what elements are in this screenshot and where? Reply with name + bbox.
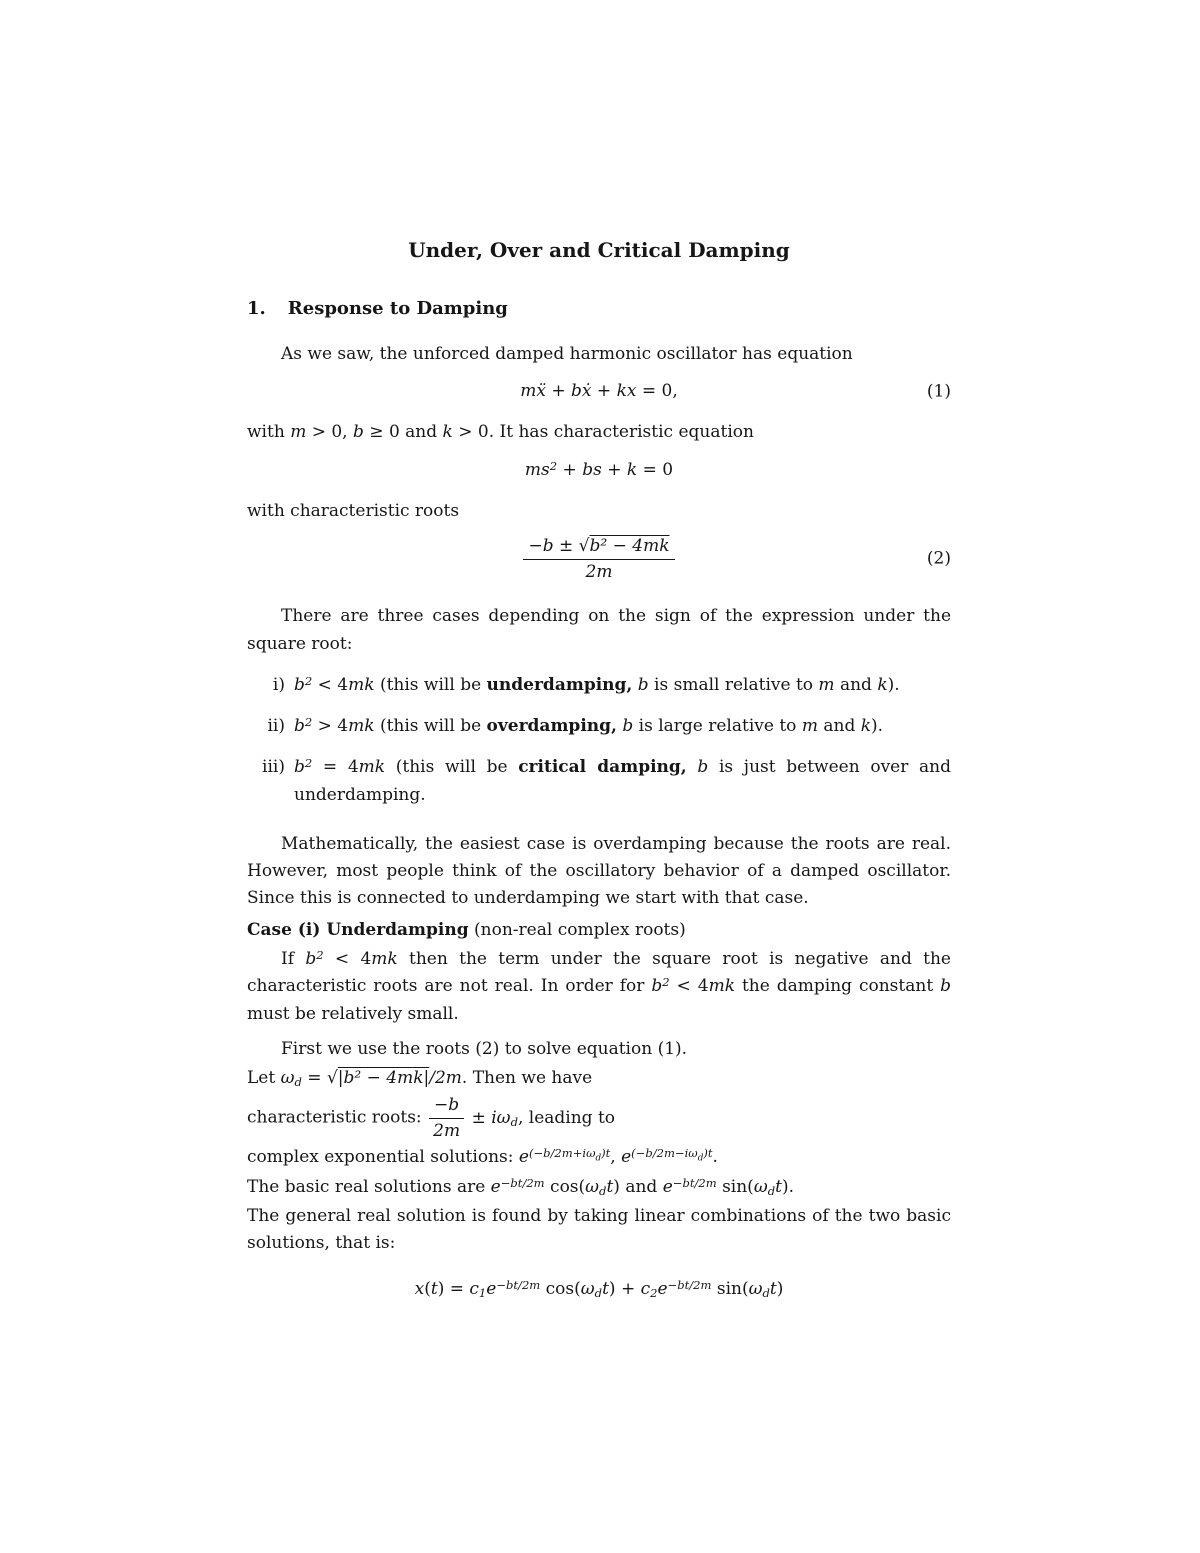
- math-token: x: [414, 1278, 425, 1299]
- math-token: b: [697, 757, 709, 778]
- math-token: d: [599, 1183, 607, 1198]
- math-token: < 4: [312, 674, 349, 695]
- math-token: > 0. It has characteristic equation: [452, 422, 754, 443]
- math-token: )t: [703, 1146, 713, 1161]
- math-token: = 0,: [636, 381, 678, 402]
- math-token: e: [518, 1147, 529, 1168]
- math-token: +: [545, 381, 572, 402]
- math-token: d: [510, 1114, 518, 1129]
- char-roots-prefix: characteristic roots:: [247, 1107, 428, 1128]
- math-token: ms: [524, 459, 550, 480]
- math-token: t: [602, 1278, 609, 1299]
- paragraph-three-cases: There are three cases depending on the sign of the expression under the square root:: [247, 606, 951, 654]
- math-token: b: [637, 674, 649, 695]
- math-token: > 4: [312, 716, 349, 737]
- math-token: t: [775, 1176, 782, 1197]
- fraction-roots: [521, 535, 676, 583]
- math-token: .: [712, 1147, 718, 1168]
- math-token: 2: [662, 975, 670, 990]
- math-token: ).: [871, 716, 884, 737]
- math-token: b: [651, 976, 663, 997]
- math-token: (−b/2m+iω: [528, 1146, 596, 1161]
- equation-general-solution-body: [415, 1279, 784, 1299]
- math-token: b: [305, 948, 317, 969]
- equation-1: [247, 378, 951, 405]
- math-token: d: [294, 1074, 302, 1089]
- math-token: =: [301, 1067, 327, 1088]
- list-item-label: i): [272, 674, 285, 695]
- math-token: ) =: [437, 1278, 470, 1299]
- paragraph-characteristic-roots-frac: [247, 1094, 951, 1142]
- math-token: mẍ: [520, 381, 546, 402]
- math-token: ): [776, 1278, 784, 1299]
- list-item-label: ii): [267, 716, 285, 737]
- fraction-denominator: 2m: [585, 562, 613, 583]
- math-token: cos(: [540, 1278, 581, 1299]
- math-token: overdamping,: [486, 716, 617, 737]
- section-title: Response to Damping: [287, 298, 508, 319]
- math-token: −bt/2m: [496, 1277, 541, 1292]
- list-item-iii: [247, 754, 951, 809]
- math-token: b² − 4mk: [589, 536, 670, 557]
- char-roots-suffix: [466, 1108, 615, 1128]
- math-token: −b: [528, 536, 554, 557]
- math-token: ω: [280, 1067, 295, 1088]
- equation-general-solution: [247, 1275, 951, 1302]
- math-token: < 4: [669, 976, 709, 997]
- math-token: iω: [491, 1107, 511, 1128]
- math-token: underdamping,: [486, 674, 633, 695]
- math-token: m: [801, 716, 818, 737]
- list-item-body: [294, 713, 951, 740]
- math-token: mk: [348, 716, 375, 737]
- inline-fraction-numerator: −b: [429, 1094, 464, 1119]
- math-token: 2: [304, 715, 313, 730]
- math-token: ).: [887, 674, 900, 695]
- equation-2: [247, 535, 951, 583]
- list-item-label: iii): [262, 757, 285, 778]
- math-token: ω: [580, 1278, 595, 1299]
- math-token: ) and: [613, 1176, 663, 1197]
- math-token: √: [578, 536, 590, 557]
- math-token: 2: [304, 673, 313, 688]
- paragraph-first-roots: First we use the roots (2) to solve equation (1).: [281, 1038, 688, 1059]
- math-token: Case (i) Underdamping: [247, 919, 469, 940]
- paragraph-complex-solutions: [247, 1144, 951, 1171]
- paragraph-basic-solutions: [247, 1174, 951, 1201]
- math-token: +: [601, 459, 627, 480]
- math-token: Let: [247, 1067, 281, 1088]
- math-token: = 4: [312, 757, 359, 778]
- math-token: ±: [553, 536, 579, 557]
- math-token: e: [621, 1147, 632, 1168]
- equation-2-number: (2): [926, 548, 951, 569]
- math-token: < 4: [323, 948, 372, 969]
- math-token: −bt/2m: [672, 1175, 717, 1190]
- math-token: √: [326, 1067, 338, 1088]
- math-token: e: [662, 1176, 673, 1197]
- math-token: is just between over and underdamping.: [294, 757, 952, 805]
- fraction-numerator: [523, 535, 674, 560]
- math-token: [687, 758, 698, 778]
- math-token: (: [424, 1278, 431, 1299]
- list-item-body: [294, 672, 951, 699]
- math-token: )t: [601, 1146, 611, 1161]
- math-token: > 0,: [306, 422, 353, 443]
- math-token: critical damping,: [518, 757, 687, 778]
- list-item-i: [247, 672, 951, 699]
- math-token: t: [769, 1278, 777, 1299]
- math-token: 2: [304, 756, 313, 771]
- math-token: 1: [478, 1285, 487, 1300]
- doc-title: Under, Over and Critical Damping: [408, 238, 790, 262]
- math-token: complex exponential solutions:: [247, 1147, 519, 1168]
- math-token: t: [430, 1278, 438, 1299]
- math-token: e: [490, 1176, 501, 1197]
- math-token: (this will be: [374, 716, 487, 737]
- math-token: b: [622, 716, 634, 737]
- equation-1-body: [520, 381, 678, 401]
- list-item-body: [294, 754, 951, 809]
- math-token: d: [697, 1153, 704, 1164]
- math-token: /2m: [429, 1067, 462, 1088]
- math-token: e: [486, 1278, 497, 1299]
- math-token: 2: [549, 458, 558, 473]
- paragraph-characteristic-roots-intro: with characteristic roots: [247, 500, 460, 521]
- math-token: ≥ 0 and: [363, 422, 443, 443]
- math-token: (this will be: [374, 674, 487, 695]
- math-token: b: [353, 422, 364, 443]
- paragraph-general-solution: The general real solution is found by taking linear combinations of the two basic solutions, that is:: [247, 1206, 951, 1254]
- math-token: ω: [585, 1176, 600, 1197]
- math-token: t: [606, 1176, 614, 1197]
- paragraph-mathematically: Mathematically, the easiest case is overdamping because the roots are real. However, most people think of the oscillatory behavior of a damped oscillator. Since this is connected to underdamping we start with that case.: [247, 834, 951, 909]
- math-token: ,: [610, 1147, 622, 1168]
- cases-list: [247, 672, 951, 809]
- equation-1-number: (1): [926, 381, 951, 402]
- math-token: m: [818, 674, 835, 695]
- math-token: k: [442, 422, 453, 443]
- section-heading: [247, 298, 951, 319]
- math-token: d: [762, 1285, 770, 1300]
- math-token: +: [557, 459, 583, 480]
- math-token: ).: [781, 1176, 794, 1197]
- math-token: and: [817, 716, 861, 737]
- math-token: ±: [466, 1107, 492, 1128]
- math-token: mk: [348, 674, 375, 695]
- math-token: kx: [616, 381, 637, 402]
- math-token: (this will be: [385, 757, 519, 778]
- paragraph-let-omega: [247, 1065, 951, 1092]
- math-token: sin(: [716, 1176, 754, 1197]
- math-token: mk: [708, 976, 735, 997]
- math-token: ω: [748, 1278, 763, 1299]
- section-number: 1.: [247, 298, 266, 319]
- math-token: bẋ: [571, 381, 592, 402]
- math-token: +: [591, 381, 617, 402]
- document-content: [247, 238, 951, 1317]
- math-token: the damping constant: [735, 976, 941, 997]
- equation-characteristic-body: [525, 460, 673, 480]
- math-token: sin(: [711, 1278, 749, 1299]
- inline-fraction-denominator: 2m: [433, 1121, 461, 1142]
- math-token: (non-real complex roots): [468, 919, 686, 940]
- math-token: b: [294, 757, 305, 778]
- math-token: The basic real solutions are: [247, 1176, 491, 1197]
- math-token: b: [940, 976, 951, 997]
- math-token: k: [626, 459, 638, 480]
- math-token: d: [767, 1183, 776, 1198]
- math-token: . Then we have: [461, 1067, 593, 1088]
- math-token: m: [290, 422, 307, 443]
- math-token: bs: [582, 459, 602, 480]
- math-token: d: [594, 1285, 603, 1300]
- math-token: If: [281, 948, 306, 969]
- math-token: e: [657, 1278, 668, 1299]
- math-token: , leading to: [517, 1107, 616, 1128]
- paragraph-underdamping-condition: [247, 946, 951, 1028]
- math-token: ω: [753, 1176, 768, 1197]
- math-token: b: [294, 674, 305, 695]
- math-token: mk: [358, 757, 386, 778]
- math-token: must be relatively small.: [247, 1003, 459, 1024]
- math-token: d: [595, 1153, 602, 1164]
- list-item-ii: [247, 713, 951, 740]
- math-token: ) +: [608, 1278, 641, 1299]
- math-token: c: [469, 1278, 479, 1299]
- math-token: k: [877, 674, 888, 695]
- equation-characteristic: [247, 457, 951, 484]
- math-token: is small relative to: [648, 674, 819, 695]
- math-token: is large relative to: [633, 716, 802, 737]
- case-i-heading: [247, 917, 951, 944]
- paragraph-intro: As we saw, the unforced damped harmonic oscillator has equation: [281, 344, 853, 364]
- math-token: mk: [371, 948, 398, 969]
- math-token: −bt/2m: [500, 1175, 545, 1190]
- math-token: k: [860, 716, 872, 737]
- math-token: 2: [316, 947, 324, 962]
- math-token: c: [640, 1278, 651, 1299]
- paragraph-with-conditions: [247, 419, 951, 446]
- math-token: then the term under the square root is negative and the characteristic roots are not real. In order for: [247, 948, 951, 997]
- math-token: and: [834, 674, 878, 695]
- math-token: b: [294, 716, 305, 737]
- math-token: |b² − 4mk|: [337, 1067, 430, 1088]
- math-token: = 0: [637, 459, 674, 480]
- math-token: (−b/2m−iω: [631, 1146, 698, 1161]
- math-token: 2: [650, 1285, 658, 1300]
- math-token: cos(: [544, 1176, 586, 1197]
- inline-fraction: [427, 1094, 466, 1142]
- math-token: with: [247, 422, 291, 443]
- math-token: −bt/2m: [667, 1277, 712, 1292]
